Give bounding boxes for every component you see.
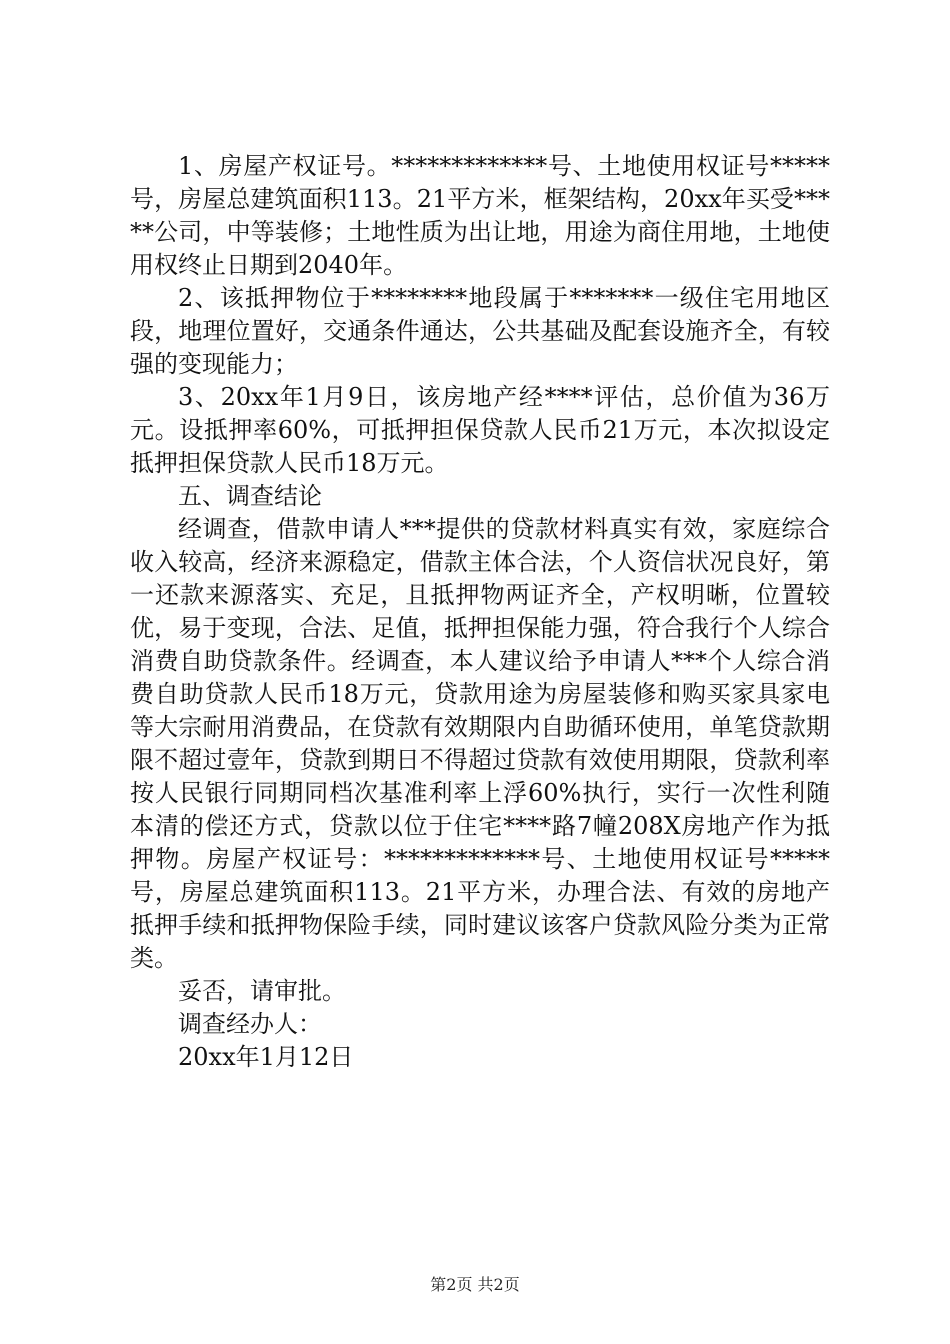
document-body bbox=[130, 150, 830, 1074]
paragraph-mortgage-location: 2、该抵押物位于********地段属于*******一级住宅用地区段，地理位置好，交通条件通达，公共基础及配套设施齐全，有较强的变现能力； bbox=[130, 284, 830, 378]
page-number-footer: 第2页 共2页 bbox=[430, 1275, 520, 1294]
paragraph-handler: 调查经办人： bbox=[178, 1010, 322, 1038]
paragraph-date: 20xx年1月12日 bbox=[178, 1043, 354, 1071]
section-heading-conclusion: 五、调查结论 bbox=[178, 482, 322, 510]
paragraph-conclusion: 经调查，借款申请人***提供的贷款材料真实有效，家庭综合收入较高，经济来源稳定，借款主体合法，个人资信状况良好，第一还款来源落实、充足，且抵押物两证齐全，产权明晰，位置较优，易于变现，合法、足值，抵押担保能力强，符合我行个人综合消费自助贷款条件。经调查，本人建议给予申请人***个人综合消费自助贷款人民币18万元，贷款用途为房屋装修和购买家具家电等大宗耐用消费品，在贷款有效期限内自助循环使用，单笔贷款期限不超过壹年，贷款到期日不得超过贷款有效使用期限，贷款利率按人民银行同期同档次基准利率上浮60%执行，实行一次性利随本清的偿还方式，贷款以位于住宅****路7幢208X房地产作为抵押物。房屋产权证号：*************号、土地使用权证号*****号，房屋总建筑面积113。21平方米，办理合法、有效的房地产抵押手续和抵押物保险手续，同时建议该客户贷款风险分类为正常类。 bbox=[130, 515, 830, 972]
paragraph-approval-request: 妥否，请审批。 bbox=[178, 977, 346, 1005]
paragraph-valuation: 3、20xx年1月9日，该房地产经****评估，总价值为36万元。设抵押率60%，可抵押担保贷款人民币21万元，本次拟设定抵押担保贷款人民币18万元。 bbox=[130, 383, 830, 477]
paragraph-property-cert: 1、房屋产权证号。*************号、土地使用权证号*****号，房屋总建筑面积113。21平方米，框架结构，20xx年买受*****公司，中等装修；土地性质为出让地，用途为商住用地，土地使用权终止日期到2040年。 bbox=[130, 152, 830, 279]
